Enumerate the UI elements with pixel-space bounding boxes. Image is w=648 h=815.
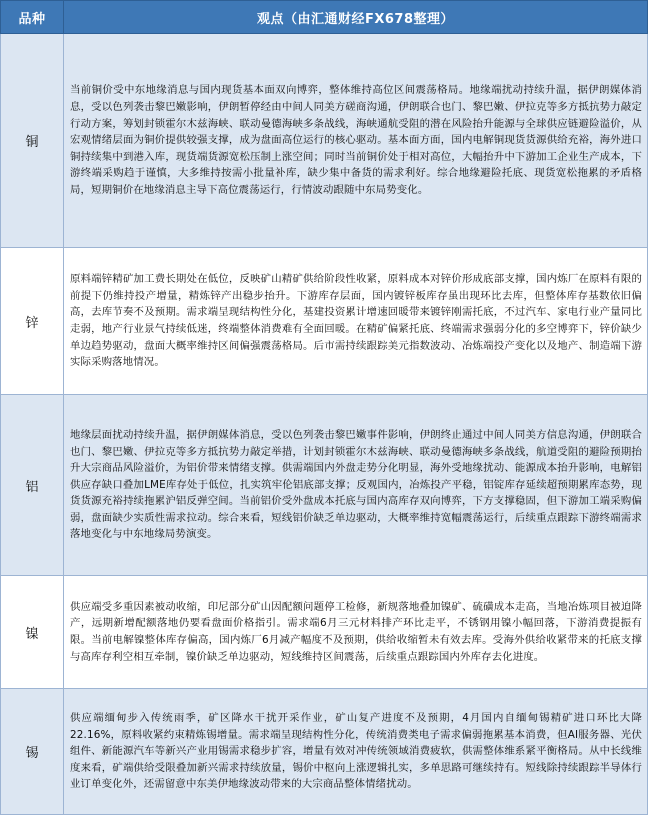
variety-view: 供应端缅甸步入传统雨季，矿区降水干扰开采作业，矿山复产进度不及预期，4月国内自缅甸锡精矿进口环比大降22.16%，原料收紧约束精炼锡增量。需求端呈现结构性分化，传统消费类电子需求偏弱拖累基本消费，但AI服务器、光伏组件、新能源汽车等新兴产业用锡需求稳步扩容，增量有效对冲传统领域消费疲软，供需整体维系紧平衡格局。从中长线维度来看，矿端供给受限叠加新兴需求持续放量，锡价中枢向上涨逻辑扎实，多单思路可继续持有。短线除持续跟踪半导体行业订单变化外，还需留意中东美伊地缘波动带来的大宗商品整体情绪扰动。 <box>64 689 648 815</box>
table-row-nickel <box>1 576 648 689</box>
header-variety: 品种 <box>1 1 64 34</box>
table-header-row <box>1 1 648 34</box>
header-view: 观点（由汇通财经FX678整理） <box>64 1 648 34</box>
variety-name: 铜 <box>1 34 64 248</box>
variety-view: 原料端锌精矿加工费长期处在低位，反映矿山精矿供给阶段性收紧，原料成本对锌价形成底部支撑，国内炼厂在原料有限的前提下仍维持投产增量，精炼锌产出稳步抬升。下游库存层面，国内镀锌板库存虽出现环比去库，但整体库存基数依旧偏高，去库节奏不及预期。需求端呈现结构性分化，基建投资累计增速回暖带来镀锌刚需托底，不过汽车、家电行业产量同比走弱，地产行业景气持续低迷，终端整体消费难有全面回暖。在精矿偏紧托底、终端需求强弱分化的多空博弈下，锌价缺少单边趋势驱动，盘面大概率维持区间偏强震荡格局。后市需持续跟踪美元指数波动、冶炼端投产变化以及地产、制造端下游实际采购落地情况。 <box>64 248 648 395</box>
table-row-zinc <box>1 248 648 395</box>
variety-view: 地缘层面扰动持续升温，据伊朗媒体消息，受以色列袭击黎巴嫩事件影响，伊朗终止通过中间人同美方信息沟通，伊朗联合也门、黎巴嫩、伊拉克等多方抵抗势力敲定举措，计划封锁霍尔木兹海峡、联动曼德海峡多条战线，航道受阻的避险预期抬升大宗商品风险溢价，为铝价带来情绪支撑。供需端国内外盘走势分化明显，海外受地缘扰动、能源成本抬升影响，电解铝供应存缺口叠加LME库存处于低位，扎实筑牢伦铝底部支撑；反观国内，冶炼投产平稳，铝锭库存延续超预期累库态势，现货货源充裕持续拖累沪铝反弹空间。当前铝价受外盘成本托底与国内高库存双向博弈，下方支撑稳固，但下游加工端采购偏弱，盘面缺少实质性需求拉动。综合来看，短线铝价缺乏单边驱动，大概率维持宽幅震荡运行，后续重点跟踪下游终端需求落地变化与中东地缘局势演变。 <box>64 395 648 576</box>
variety-name: 锌 <box>1 248 64 395</box>
variety-name: 镍 <box>1 576 64 689</box>
variety-name: 锡 <box>1 689 64 815</box>
table-row-copper <box>1 34 648 248</box>
variety-view: 供应端受多重因素被动收缩，印尼部分矿山因配额问题停工检修，新规落地叠加镍矿、硫磺成本走高，当地冶炼项目被迫降产，远期新增配额落地仍要看盘面价格指引。需求端6月三元材料排产环比走平，不锈钢用镍小幅回落，下游消费提振有限。当前电解镍整体库存偏高，国内炼厂6月减产幅度不及预期，供给收缩暂未有效去库。受海外供给收紧带来的托底支撑与高库存利空相互牵制，镍价缺乏单边驱动，短线维持区间震荡，后续重点跟踪国内外库存去化进度。 <box>64 576 648 689</box>
variety-view: 当前铜价受中东地缘消息与国内现货基本面双向博弈，整体维持高位区间震荡格局。地缘端扰动持续升温，据伊朗媒体消息，受以色列袭击黎巴嫩影响，伊朗暂停经由中间人同美方磋商沟通，伊朗联合也门、黎巴嫩、伊拉克等多方抵抗势力敲定行动方案，筹划封锁霍尔木兹海峡、联动曼德海峡多条战线，海峡通航受阻的潜在风险抬升能源与全球供应链避险溢价，从宏观情绪层面为铜价提供较强支撑，成为盘面高位运行的核心驱动。基本面方面，国内电解铜现货货源供给充裕，海外进口铜持续集中到港入库，现货端货源宽松压制上涨空间；同时当前铜价处于相对高位，大幅抬升中下游加工企业生产成本，下游终端采购趋于谨慎，大多维持按需小批量补库，缺少集中备货的需求利好。综合地缘避险托底、现货宽松拖累的矛盾格局，短期铜价在地缘消息主导下高位震荡运行，行情波动跟随中东局势变化。 <box>64 34 648 248</box>
variety-name: 铝 <box>1 395 64 576</box>
table-row-aluminum <box>1 395 648 576</box>
table-row-tin <box>1 689 648 815</box>
